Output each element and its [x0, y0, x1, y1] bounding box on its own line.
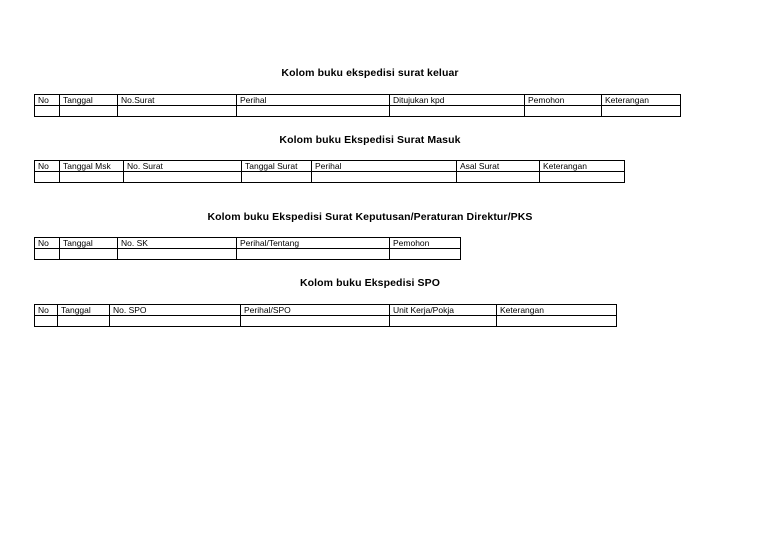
column-header: No. SPO — [110, 305, 241, 316]
column-header: Pemohon — [525, 95, 602, 106]
column-header: No. Surat — [124, 161, 242, 172]
column-header: Asal Surat — [457, 161, 540, 172]
table-cell — [110, 316, 241, 327]
column-header: No.Surat — [118, 95, 237, 106]
table-cell — [390, 249, 461, 260]
column-header: Keterangan — [602, 95, 681, 106]
table-cell — [118, 106, 237, 117]
column-header: No — [35, 161, 60, 172]
column-header: No. SK — [118, 238, 237, 249]
table-surat-masuk — [34, 160, 625, 183]
table-cell — [540, 172, 625, 183]
table-cell — [497, 316, 617, 327]
table-cell — [118, 249, 237, 260]
column-header: Pemohon — [390, 238, 461, 249]
table-row — [35, 249, 461, 260]
table-cell — [58, 316, 110, 327]
section-title-surat-keluar: Kolom buku ekspedisi surat keluar — [281, 67, 459, 79]
table-cell — [237, 249, 390, 260]
table-cell — [35, 249, 60, 260]
section-title-spo: Kolom buku Ekspedisi SPO — [299, 277, 441, 289]
table-cell — [241, 316, 390, 327]
column-header: Perihal — [237, 95, 390, 106]
column-header: Perihal/SPO — [241, 305, 390, 316]
column-header: Unit Kerja/Pokja — [390, 305, 497, 316]
table-row — [35, 172, 625, 183]
column-header: Keterangan — [497, 305, 617, 316]
table-surat-keputusan — [34, 237, 461, 260]
table-header-row — [35, 238, 461, 249]
column-header: No — [35, 95, 60, 106]
column-header: No — [35, 238, 60, 249]
table-cell — [35, 106, 60, 117]
column-header: No — [35, 305, 58, 316]
column-header: Perihal — [312, 161, 457, 172]
column-header: Keterangan — [540, 161, 625, 172]
table-cell — [237, 106, 390, 117]
column-header: Tanggal — [58, 305, 110, 316]
table-surat-keluar — [34, 94, 681, 117]
table-cell — [525, 106, 602, 117]
section-title-surat-masuk: Kolom buku Ekspedisi Surat Masuk — [279, 134, 461, 146]
table-header-row — [35, 305, 617, 316]
table-cell — [457, 172, 540, 183]
table-cell — [312, 172, 457, 183]
table-cell — [390, 106, 525, 117]
column-header: Perihal/Tentang — [237, 238, 390, 249]
column-header: Tanggal — [60, 238, 118, 249]
table-cell — [60, 106, 118, 117]
table-spo — [34, 304, 617, 327]
table-cell — [60, 172, 124, 183]
table-row — [35, 106, 681, 117]
column-header: Tanggal Msk — [60, 161, 124, 172]
table-row — [35, 316, 617, 327]
table-cell — [124, 172, 242, 183]
table-header-row — [35, 95, 681, 106]
column-header: Ditujukan kpd — [390, 95, 525, 106]
table-cell — [60, 249, 118, 260]
table-cell — [35, 316, 58, 327]
table-cell — [242, 172, 312, 183]
table-cell — [602, 106, 681, 117]
table-cell — [35, 172, 60, 183]
section-title-surat-keputusan: Kolom buku Ekspedisi Surat Keputusan/Peraturan Direktur/PKS — [207, 211, 533, 223]
table-header-row — [35, 161, 625, 172]
column-header: Tanggal Surat — [242, 161, 312, 172]
column-header: Tanggal — [60, 95, 118, 106]
table-cell — [390, 316, 497, 327]
